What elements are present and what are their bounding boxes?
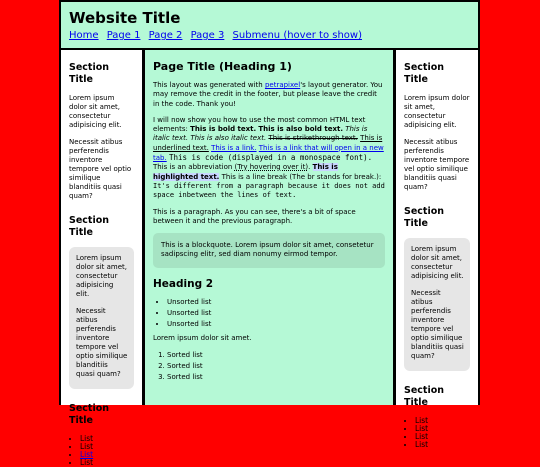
list-item: • List bbox=[415, 425, 470, 433]
bold-text: This is also bold text. bbox=[258, 125, 343, 134]
list-link[interactable]: List bbox=[80, 450, 94, 459]
code-text: This is code (displayed in a monospace font). bbox=[168, 153, 373, 163]
underlined-text: This is underlined text. bbox=[153, 134, 383, 152]
elements-intro: I will now show you how to use the most common HTML text elements: bbox=[153, 115, 366, 134]
intro-text: 's layout generator. You may remove the credit in the footer, but please leave the credit in the code. Thank you! bbox=[153, 81, 383, 108]
section-text: Lorem ipsum dolor sit amet, consectetur adipisicing elit. bbox=[404, 94, 470, 129]
italic-text: This is also italic text. bbox=[190, 134, 267, 143]
nav-submenu[interactable]: Submenu (hover to show) bbox=[232, 30, 362, 41]
list-item: • List bbox=[80, 443, 134, 451]
section-text: Lorem ipsum dolor sit amet, consectetur adipisicing elit. bbox=[76, 254, 128, 298]
list-item: • List bbox=[80, 435, 134, 443]
line-break-text: It's different from a paragraph because it does not add space inbetween the lines of text. bbox=[153, 181, 385, 200]
section-list bbox=[69, 435, 134, 467]
section-title: Section Title bbox=[404, 206, 445, 229]
elements-paragraph: I will now show you how to use the most common HTML text elements: This is bold text. This is also bold text. This is italic text. This is also italic text. This is strikethrough text. This is underlined text. This is a link. This is a link that will open in a new tab. This is code (displayed in a monospace font). This is an abbreviation (Try hovering over it). This is highlighted text. This is a line break (The br stands for break.): It's different from a paragraph because it does not add space inbetween the lines of text. bbox=[153, 115, 385, 200]
heading-2: Heading 2 bbox=[153, 277, 214, 290]
list-item: 2. Sorted list bbox=[167, 361, 385, 372]
unsorted-list bbox=[153, 297, 385, 330]
section-text: Lorem ipsum dolor sit amet, consectetur adipisicing elit. bbox=[411, 245, 464, 280]
section-title: Section Title bbox=[69, 215, 110, 238]
list-item: • List bbox=[80, 459, 134, 467]
main-content bbox=[145, 50, 393, 405]
line-break-text: This is a line break (The br stands for break.): bbox=[221, 172, 382, 181]
section-title: Section Title bbox=[69, 62, 110, 85]
section-box bbox=[69, 247, 134, 389]
left-sidebar bbox=[61, 50, 142, 467]
list-item: 3. Sorted list bbox=[167, 372, 385, 383]
section-list bbox=[404, 417, 470, 449]
page-wrapper bbox=[59, 0, 480, 467]
example-link[interactable]: This is a link. bbox=[211, 143, 257, 152]
section-text: Necessit atibus perferendis inventore tempore vel optio similique blanditiis quasi quam? bbox=[411, 289, 464, 360]
bold-text: This is bold text. bbox=[190, 125, 257, 134]
list-item: 1. Sorted list bbox=[167, 350, 385, 361]
list-item: • List bbox=[415, 433, 470, 441]
right-sidebar bbox=[396, 50, 478, 449]
blockquote: This is a blockquote. Lorem ipsum dolor sit amet, consetetur sadipscing elitr, sed diam nonumy eirmod tempor. bbox=[153, 233, 385, 268]
section-text: Lorem ipsum dolor sit amet, consectetur adipisicing elit. bbox=[69, 94, 122, 129]
site-title: Website Title bbox=[69, 9, 181, 27]
list-item: • List bbox=[415, 441, 470, 449]
main-nav bbox=[69, 30, 478, 42]
section-text: Necessit atibus perferendis inventore tempore vel optio similique blanditiis quasi quam? bbox=[76, 307, 128, 378]
page-title: Page Title (Heading 1) bbox=[153, 60, 292, 73]
nav-page-3[interactable]: Page 3 bbox=[190, 30, 225, 41]
paragraph: This is a paragraph. As you can see, there's a bit of space between it and the previous paragraph. bbox=[153, 207, 356, 225]
credit-link[interactable]: petrapixel bbox=[264, 81, 301, 89]
list-item: • Unsorted list bbox=[167, 297, 385, 308]
nav-home[interactable]: Home bbox=[69, 30, 99, 41]
new-tab-link[interactable]: This is a link that will open in a new tab. bbox=[153, 143, 384, 163]
lorem-text: Lorem ipsum dolor sit amet. bbox=[153, 333, 252, 342]
highlighted-text: This is highlighted text. bbox=[153, 163, 338, 181]
intro-paragraph bbox=[153, 81, 385, 109]
nav-page-2[interactable]: Page 2 bbox=[148, 30, 183, 41]
list-item: • List bbox=[415, 417, 470, 425]
sorted-list bbox=[153, 350, 385, 383]
strikethrough-text: This is strikethrough text. bbox=[268, 134, 358, 143]
section-title: Section Title bbox=[69, 403, 110, 426]
nav-page-1[interactable]: Page 1 bbox=[106, 30, 141, 41]
section-text: Necessit atibus perferendis inventore tempore vel optio similique blanditiis quasi quam? bbox=[404, 138, 470, 191]
abbreviation[interactable]: (Try hovering over it) bbox=[234, 163, 309, 172]
intro-text: This layout was generated with bbox=[153, 81, 265, 89]
list-item: • Unsorted list bbox=[167, 308, 385, 319]
section-title: Section Title bbox=[404, 385, 445, 408]
section-title: Section Title bbox=[404, 62, 445, 85]
section-box bbox=[404, 238, 470, 371]
section-text: Necessit atibus perferendis inventore tempore vel optio similique blanditiis quasi quam? bbox=[69, 138, 132, 200]
italic-text: This is italic text. bbox=[153, 125, 368, 143]
site-header bbox=[61, 2, 478, 48]
list-item: • Unsorted list bbox=[167, 319, 385, 330]
abbr-intro: This is an abbreviation bbox=[153, 163, 235, 172]
